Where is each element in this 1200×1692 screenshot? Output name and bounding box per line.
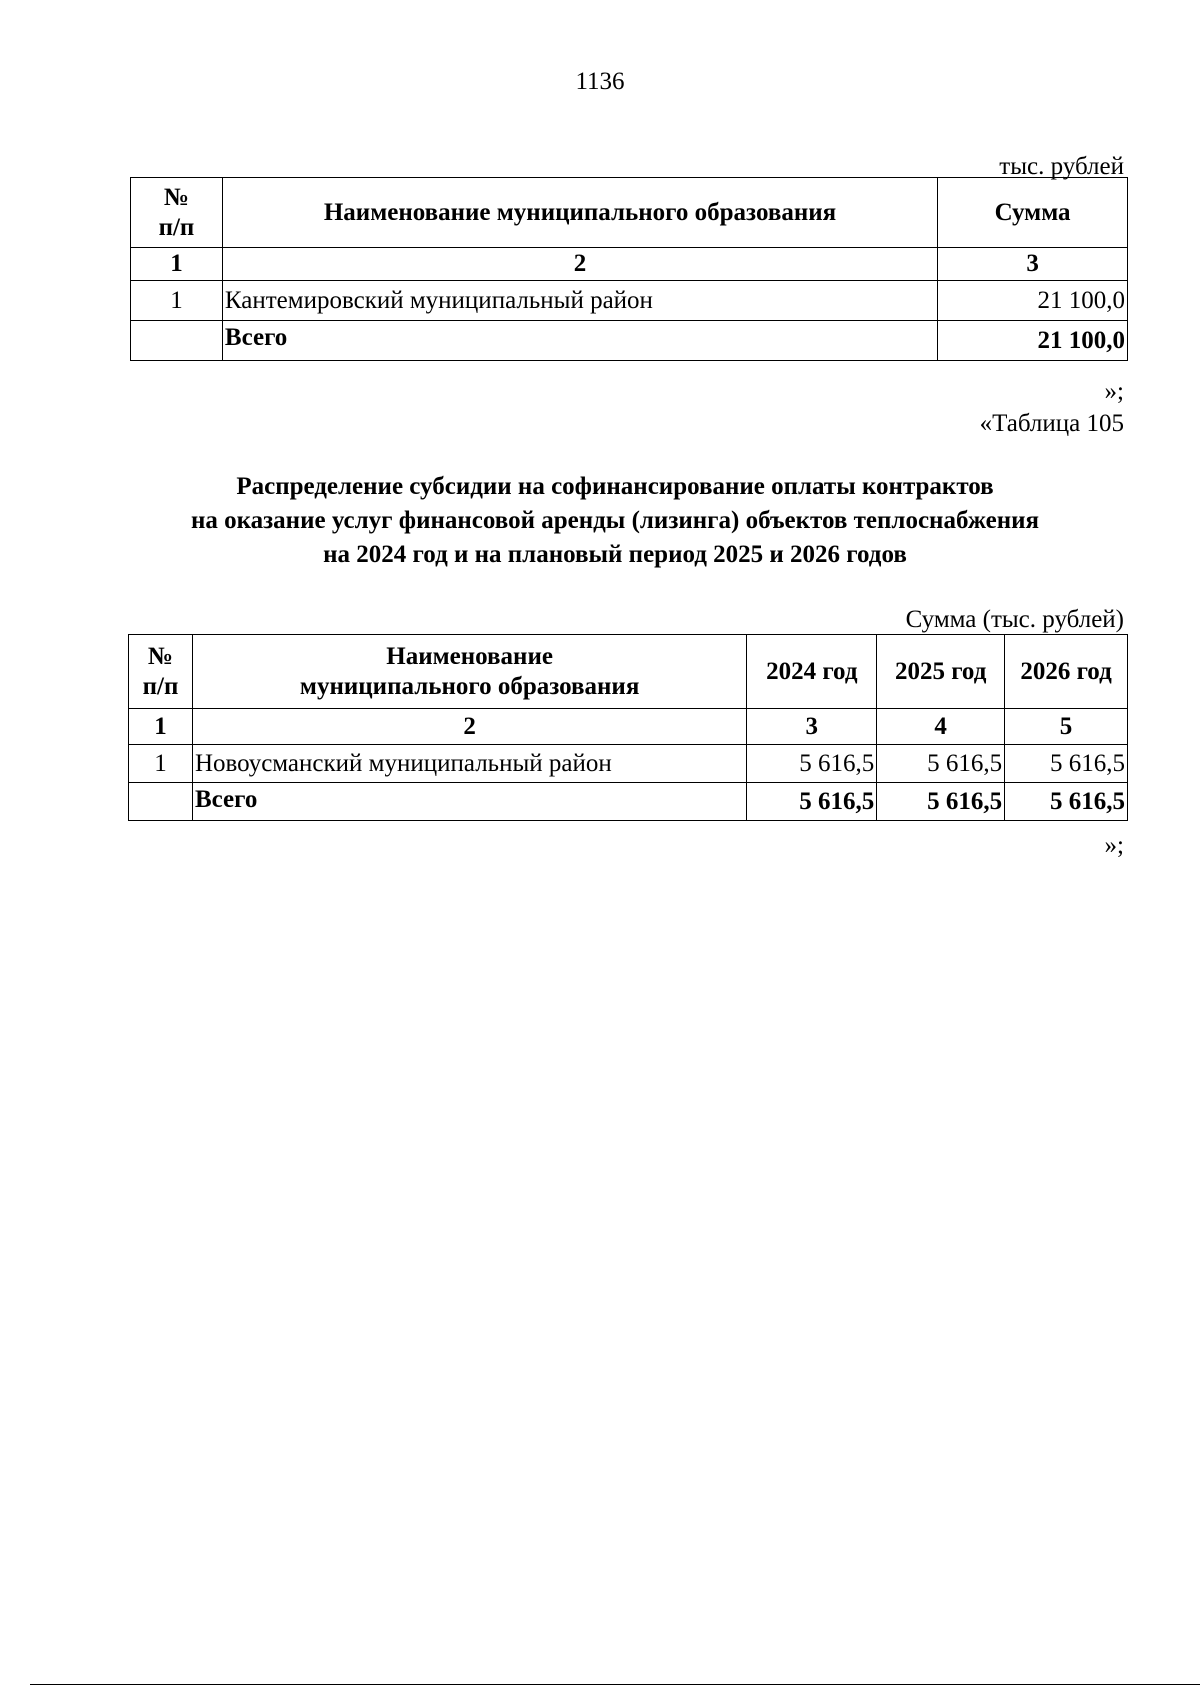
table2-total-2024: 5 616,5 [747, 783, 877, 821]
table2-total-label: Всего [192, 783, 746, 821]
table2-title-line: Распределение субсидии на софинансирование оплаты контрактов [236, 473, 994, 500]
table2-colnum: 3 [747, 709, 877, 745]
table1-row-name: Кантемировский муниципальный район [222, 281, 937, 321]
table2-header-name-line1: Наименование [386, 642, 553, 670]
table2-close-quote: »; [1104, 832, 1124, 859]
table1-header-num [131, 178, 223, 248]
table1-total-label: Всего [222, 321, 937, 361]
table2-total-2026: 5 616,5 [1005, 783, 1128, 821]
table1-colnum: 1 [131, 248, 223, 281]
table1-header-sum: Сумма [938, 178, 1128, 248]
table1-header-num-line1: № [163, 183, 190, 211]
table-row [129, 745, 1128, 783]
table1-header-row [131, 178, 1128, 248]
table2-colnum: 2 [192, 709, 746, 745]
table2-header-row [129, 635, 1128, 709]
table2-title-line: на оказание услуг финансовой аренды (лизинга) объектов теплоснабжения [190, 507, 1040, 534]
table1-row-num: 1 [131, 281, 223, 321]
table2-row-name: Новоусманский муниципальный район [192, 745, 746, 783]
table2-title [100, 470, 1130, 572]
table-row [131, 281, 1128, 321]
table1-unit-label: тыс. рублей [999, 153, 1124, 180]
table2-header-num-line2: п/п [142, 672, 179, 700]
table2-total-empty [129, 783, 193, 821]
page-number: 1136 [575, 68, 625, 95]
table2-title-line: на 2024 год и на плановый период 2025 и 2026 годов [323, 541, 907, 568]
table2-caption: «Таблица 105 [979, 410, 1124, 437]
table2-row-2024: 5 616,5 [747, 745, 877, 783]
table1-total-row [131, 321, 1128, 361]
table2-header-name-line2: муниципального образования [299, 672, 640, 700]
table2-header-num [129, 635, 193, 709]
table2-row-2025: 5 616,5 [877, 745, 1005, 783]
table2-header-2024: 2024 год [747, 635, 877, 709]
table1-colnum: 3 [938, 248, 1128, 281]
table1-colnum-row [131, 248, 1128, 281]
table1-close-quote: »; [1104, 378, 1124, 405]
page-bottom-rule [30, 1684, 1200, 1685]
table2-total-row [129, 783, 1128, 821]
table2-unit-label: Сумма (тыс. рублей) [905, 606, 1124, 633]
table1-total-sum: 21 100,0 [938, 321, 1128, 361]
table1-total-empty [131, 321, 223, 361]
table1 [130, 177, 1128, 361]
table2-row-2026: 5 616,5 [1005, 745, 1128, 783]
table2-colnum: 4 [877, 709, 1005, 745]
table2 [128, 634, 1128, 821]
table1-colnum: 2 [222, 248, 937, 281]
table2-header-2025: 2025 год [877, 635, 1005, 709]
table1-header-name: Наименование муниципального образования [222, 178, 937, 248]
table2-colnum: 1 [129, 709, 193, 745]
table1-row-sum: 21 100,0 [938, 281, 1128, 321]
table2-total-2025: 5 616,5 [877, 783, 1005, 821]
table2-colnum-row [129, 709, 1128, 745]
table2-header-num-line1: № [147, 642, 174, 670]
table2-header-name [192, 635, 746, 709]
table2-row-num: 1 [129, 745, 193, 783]
table1-header-num-line2: п/п [158, 213, 195, 241]
table2-colnum: 5 [1005, 709, 1128, 745]
table2-header-2026: 2026 год [1005, 635, 1128, 709]
